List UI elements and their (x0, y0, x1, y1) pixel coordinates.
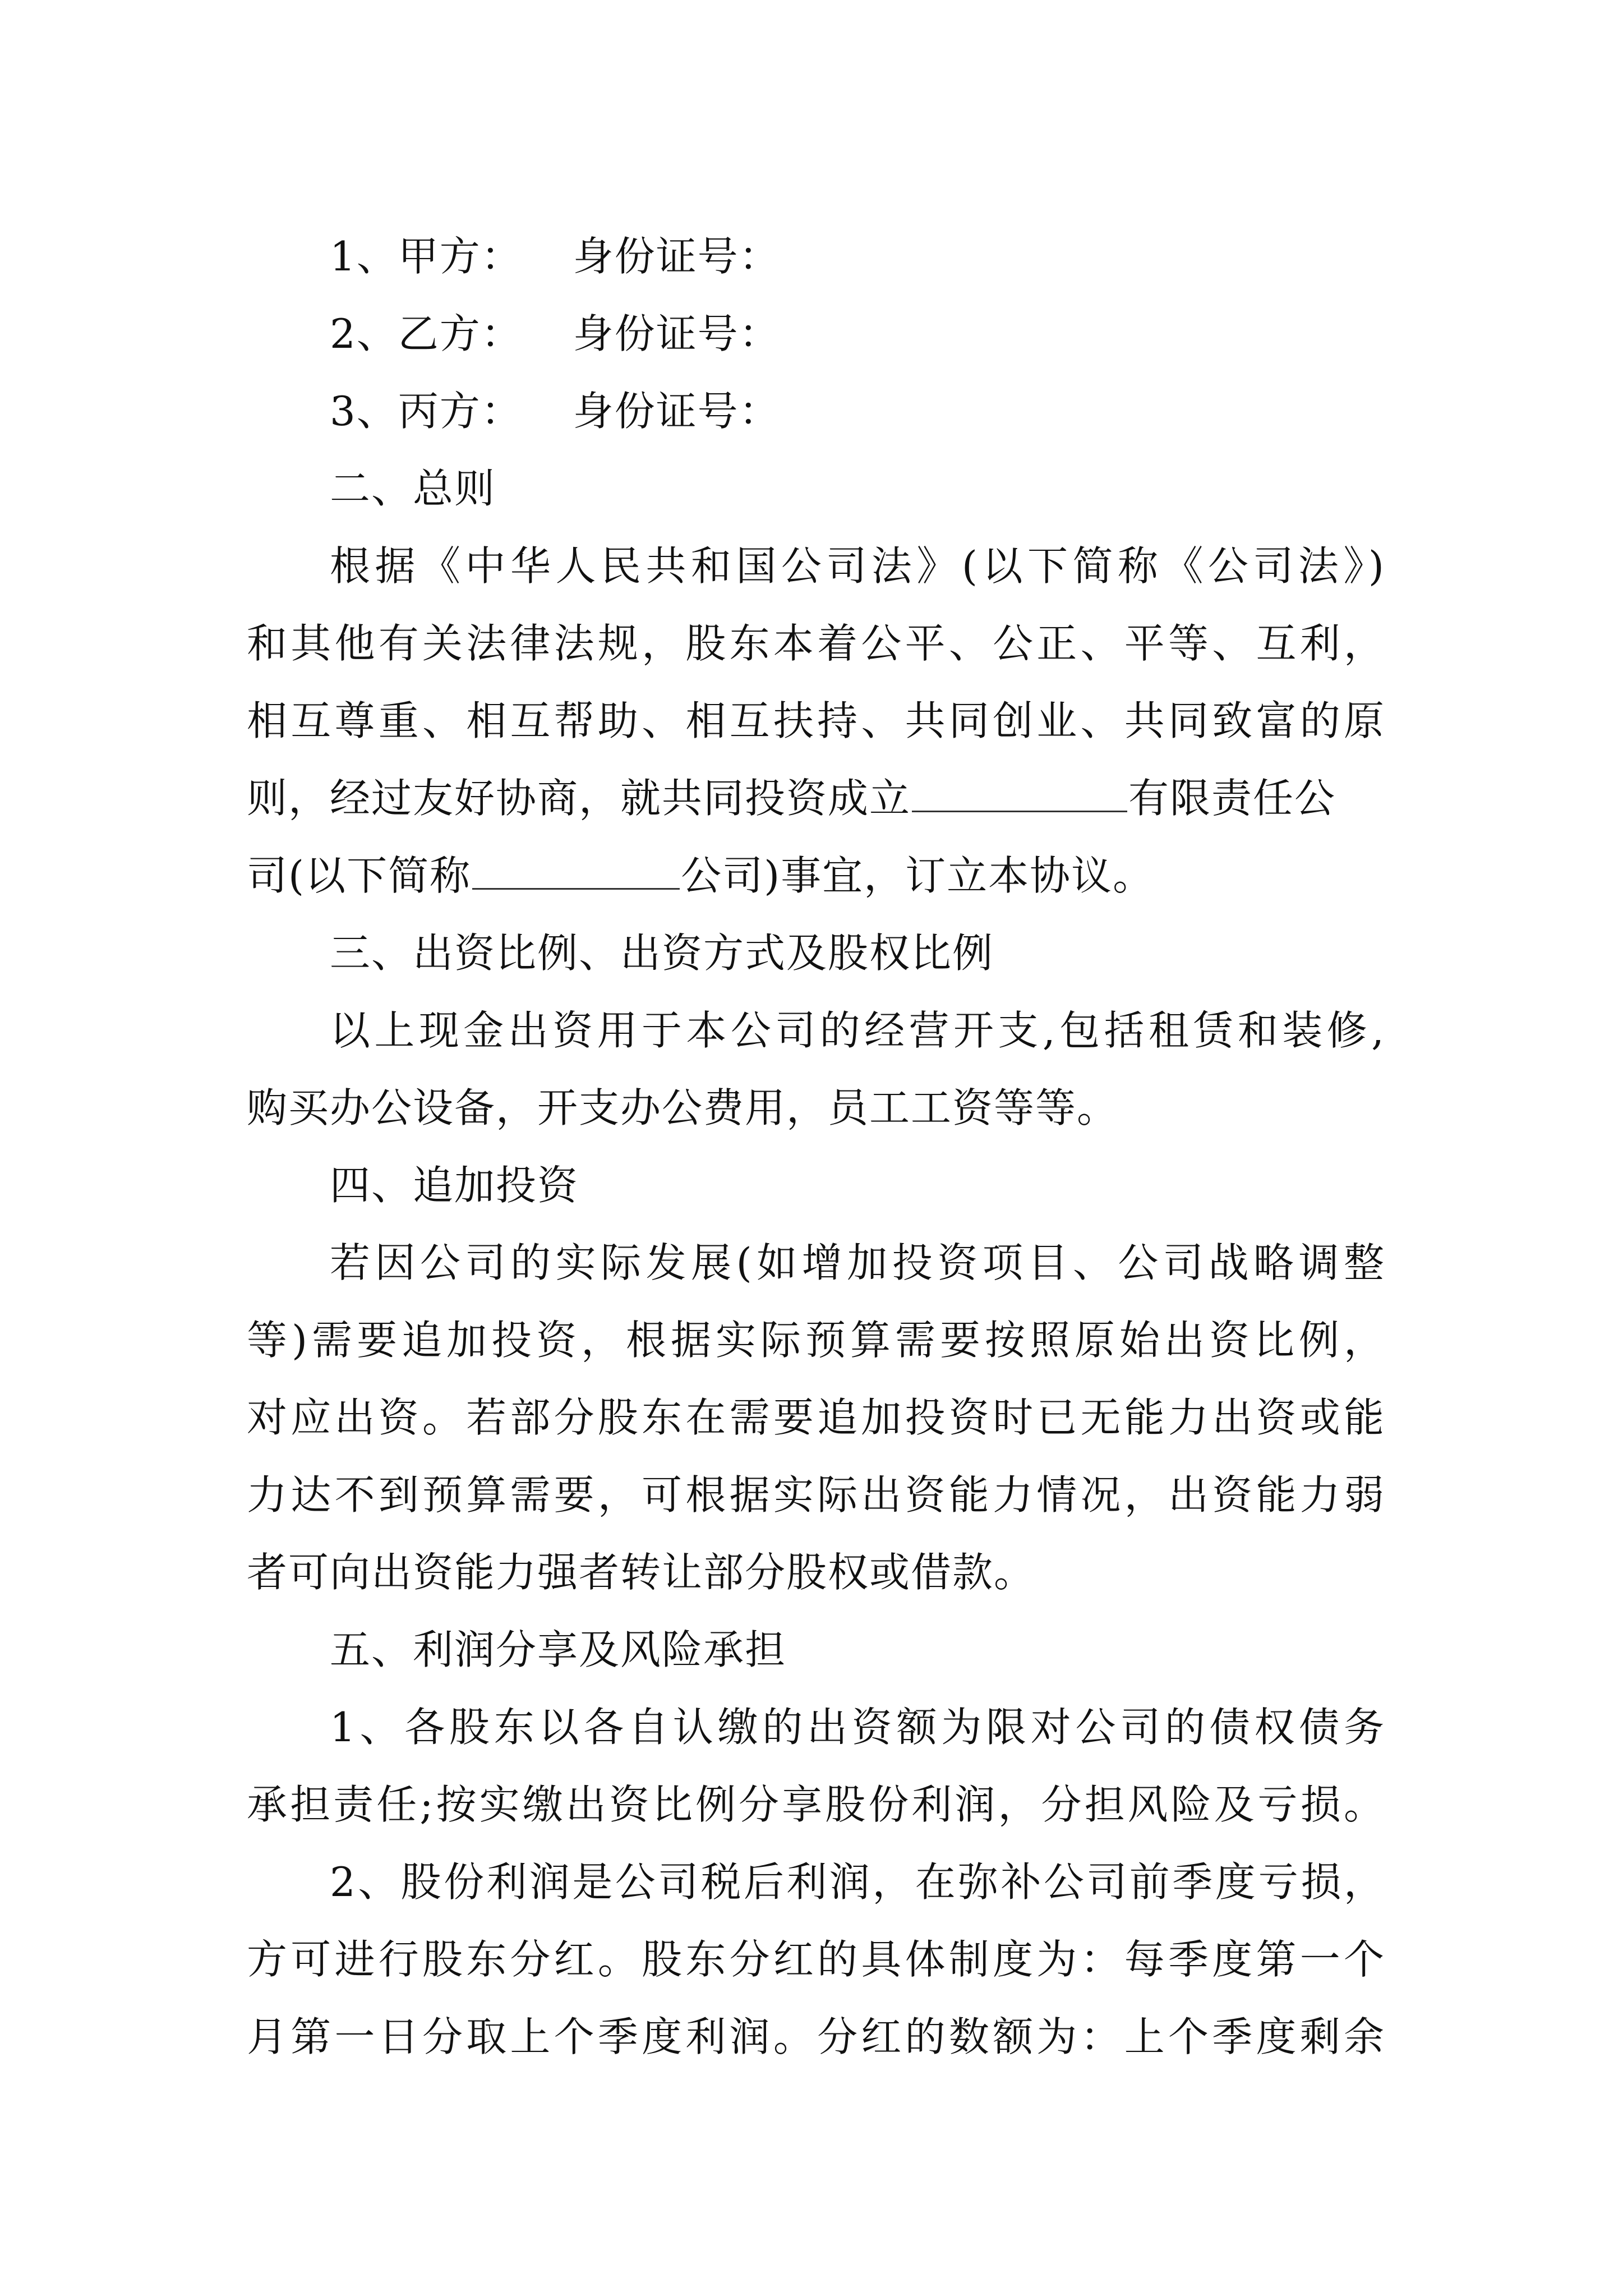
party-line-jia (247, 218, 1385, 295)
paragraph-line: 购买办公设备，开支办公费用，员工工资等等。 (247, 1084, 1119, 1131)
section-heading-profit-risk: 五、利润分享及风险承担 (330, 1626, 787, 1673)
party-label: 2、乙方： (330, 310, 523, 357)
document-body (247, 218, 1385, 2076)
paragraph-line: 对应出资。若部分股东在需要追加投资时已无能力出资或能 (247, 1394, 1385, 1441)
paragraph-line: 承担责任;按实缴出资比例分享股份利润，分担风险及亏损。 (247, 1781, 1385, 1828)
company-short-name-blank (472, 854, 680, 890)
id-number-label: 身份证号： (573, 233, 781, 280)
party-line-bing (247, 372, 1385, 450)
paragraph-line: 1、各股东以各自认缴的出资额为限对公司的债权债务 (330, 1704, 1385, 1751)
id-number-label: 身份证号： (573, 388, 781, 435)
text-fragment: 有限责任公 (1128, 775, 1336, 822)
paragraph-line: 月第一日分取上个季度利润。分红的数额为：上个季度剩余 (247, 2013, 1385, 2060)
party-label: 3、丙方： (330, 388, 523, 435)
text-fragment: 司(以下简称 (247, 852, 472, 899)
paragraph-line: 等)需要追加投资，根据实际预算需要按照原始出资比例， (247, 1317, 1385, 1364)
paragraph-line: 力达不到预算需要，可根据实际出资能力情况，出资能力弱 (247, 1471, 1385, 1519)
paragraph-line: 2、股份利润是公司税后利润，在弥补公司前季度亏损， (330, 1858, 1385, 1906)
paragraph-line: 若因公司的实际发展(如增加投资项目、公司战略调整 (330, 1239, 1385, 1286)
paragraph-line: 以上现金出资用于本公司的经营开支,包括租赁和装修, (330, 1007, 1385, 1054)
paragraph-line: 和其他有关法律法规，股东本着公平、公正、平等、互利， (247, 620, 1385, 667)
section-heading-capital: 三、出资比例、出资方式及股权比例 (330, 930, 994, 977)
id-number-label: 身份证号： (573, 310, 781, 357)
section-heading-general: 二、总则 (330, 465, 496, 512)
paragraph-line: 相互尊重、相互帮助、相互扶持、共同创业、共同致富的原 (247, 697, 1385, 744)
paragraph-line: 者可向出资能力强者转让部分股权或借款。 (247, 1549, 1036, 1596)
party-label: 1、甲方： (330, 233, 523, 280)
text-fragment: 则，经过友好协商，就共同投资成立 (247, 775, 911, 822)
text-fragment: 公司)事宜，订立本协议。 (681, 852, 1155, 899)
paragraph-line-with-blank (247, 837, 1385, 914)
section-heading-additional-investment: 四、追加投资 (330, 1162, 579, 1209)
party-line-yi (247, 295, 1385, 372)
company-name-blank (912, 777, 1127, 812)
paragraph-line: 根据《中华人民共和国公司法》(以下简称《公司法》) (330, 542, 1385, 590)
paragraph-line: 方可进行股东分红。股东分红的具体制度为：每季度第一个 (247, 1936, 1385, 1983)
paragraph-line-with-blank (247, 760, 1385, 837)
